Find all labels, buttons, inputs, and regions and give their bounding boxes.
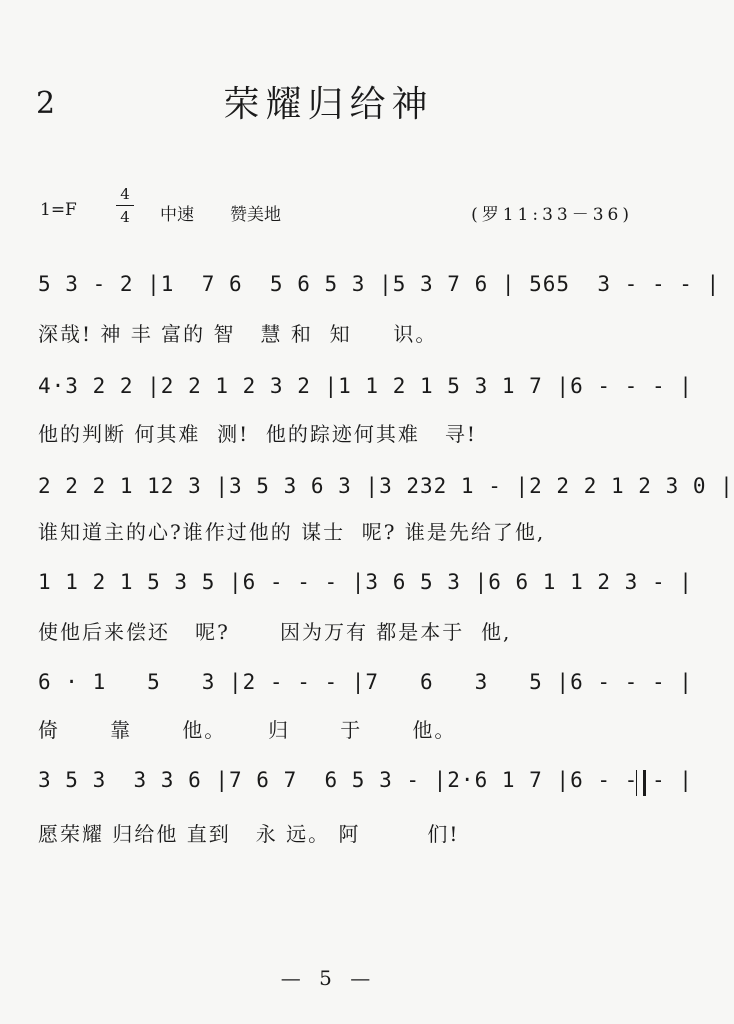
- lyrics-line-6: 愿荣耀 归给他 直到 永 远。 阿 们!: [38, 822, 460, 846]
- time-signature-bottom: 4: [120, 208, 130, 226]
- time-signature: [116, 184, 134, 227]
- notation-line-2: 4·3 2 2 |2 2 1 2 3 2 |1 1 2 1 5 3 1 7 |6 - - - |: [38, 374, 693, 398]
- lyrics-line-1: 深哉! 神 丰 富的 智 慧 和 知 识。: [38, 322, 438, 346]
- time-signature-divider: [116, 205, 134, 206]
- key-signature: 1=F: [40, 200, 77, 220]
- notation-line-3: 2 2 2 1 12 3 |3 5 3 6 3 |3 232 1 - |2 2 2 1 2 3 0 |: [38, 474, 734, 498]
- tempo-marking: 中速: [160, 205, 194, 225]
- page-number: — 5 —: [280, 966, 377, 990]
- lyrics-line-4: 使他后来偿还 呢? 因为万有 都是本于 他,: [38, 620, 512, 644]
- scripture-reference: (罗11:33－36): [471, 205, 633, 225]
- notation-line-5: 6 · 1 5 3 |2 - - - |7 6 3 5 |6 - - - |: [38, 670, 693, 694]
- lyrics-line-2: 他的判断 何其难 测! 他的踪迹何其难 寻!: [38, 422, 477, 446]
- song-title: 荣耀归给神: [223, 84, 434, 125]
- hymn-number: 2: [36, 86, 56, 121]
- final-barline: [636, 770, 646, 796]
- notation-line-1: 5 3 - 2 |1 7 6 5 6 5 3 |5 3 7 6 | 565 3 - - - |: [38, 272, 721, 296]
- notation-line-6: 3 5 3 3 3 6 |7 6 7 6 5 3 - |2·6 1 7 |6 - - - |: [38, 768, 693, 792]
- lyrics-line-5: 倚 靠 他。 归 于 他。: [38, 718, 457, 742]
- expression-marking: 赞美地: [230, 205, 281, 225]
- lyrics-line-3: 谁知道主的心?谁作过他的 谋士 呢? 谁是先给了他,: [38, 520, 546, 544]
- time-signature-top: 4: [120, 185, 130, 203]
- notation-line-4: 1 1 2 1 5 3 5 |6 - - - |3 6 5 3 |6 6 1 1 2 3 - |: [38, 570, 693, 594]
